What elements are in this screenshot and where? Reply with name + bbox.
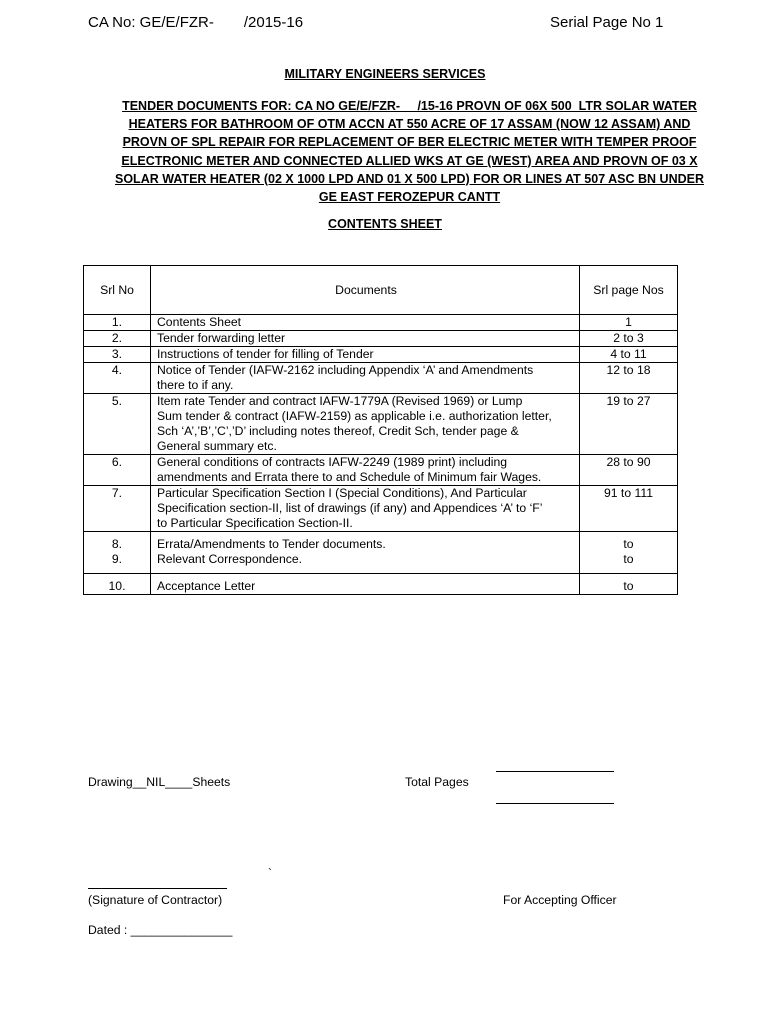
table-row: [84, 574, 678, 595]
tender-title-line: TENDER DOCUMENTS FOR: CA NO GE/E/FZR- /15-16 PROVN OF 06X 500 LTR SOLAR WATER: [122, 99, 697, 113]
row-srl-no: 1.: [84, 315, 151, 331]
row-page-nos: 1: [580, 315, 678, 331]
row-srl-no: 7.: [84, 486, 151, 532]
row-document: Notice of Tender (IAFW-2162 including Appendix ‘A’ and Amendments there to if any.: [151, 363, 580, 394]
tender-title: [92, 97, 727, 206]
signature-line: [88, 888, 227, 889]
row-document: Contents Sheet: [151, 315, 580, 331]
total-pages-rule-top: [496, 771, 614, 772]
header-srl-no: Srl No: [84, 266, 151, 315]
row-page-nos: 91 to 111: [580, 486, 678, 532]
row-srl-no: 10.: [84, 574, 151, 595]
table-row: [84, 315, 678, 331]
tender-title-line: ELECTRONIC METER AND CONNECTED ALLIED WKS AT GE (WEST) AREA AND PROVN OF 03 X: [121, 153, 698, 168]
header-documents: Documents: [151, 266, 580, 315]
table-row: [84, 394, 678, 455]
table-row: [84, 347, 678, 363]
row-page-nos: 4 to 11: [580, 347, 678, 363]
row-srl-no: 4.: [84, 363, 151, 394]
table-row: [84, 363, 678, 394]
row-srl-no: 5.: [84, 394, 151, 455]
row-srl-no-pair: 8. 9.: [84, 532, 151, 574]
row-document: General conditions of contracts IAFW-2249 (1989 print) including amendments and Errata there to and Schedule of Minimum fair Wages.: [151, 455, 580, 486]
row-document-pair: Errata/Amendments to Tender documents. Relevant Correspondence.: [151, 532, 580, 574]
row-srl-no: 6.: [84, 455, 151, 486]
ca-number-year: /2015-16: [243, 14, 304, 31]
tender-title-line: PROVN OF SPL REPAIR FOR REPLACEMENT OF BER ELECTRIC METER WITH TEMPER PROOF: [122, 135, 697, 150]
tender-title-line: GE EAST FEROZEPUR CANTT: [318, 190, 501, 205]
row-page-nos: 28 to 90: [580, 455, 678, 486]
row-page-nos: to: [580, 574, 678, 595]
ca-number: [88, 14, 303, 31]
contents-sheet-title: CONTENTS SHEET: [328, 217, 442, 231]
serial-page-number: Serial Page No 1: [550, 14, 664, 31]
stray-tick-mark: `: [268, 866, 272, 880]
row-document: Instructions of tender for filling of Tender: [151, 347, 580, 363]
row-document: Item rate Tender and contract IAFW-1779A (Revised 1969) or Lump Sum tender & contract (IAFW-2159) as applicable i.e. authorization letter, Sch ‘A’,’B’,’C’,’D’ including notes thereof, Credit Sch, tender page & General summary etc.: [151, 394, 580, 455]
signature-of-contractor: (Signature of Contractor): [88, 893, 223, 907]
row-page-nos: 2 to 3: [580, 331, 678, 347]
table-row: [84, 532, 678, 574]
total-pages-rule-bottom: [496, 803, 614, 804]
accepting-officer: For Accepting Officer: [503, 893, 617, 907]
contents-table: [83, 265, 678, 595]
row-document: Particular Specification Section I (Special Conditions), And Particular Specification section-II, list of drawings (if any) and Appendices ‘A’ to ‘F’ to Particular Specification Section-II.: [151, 486, 580, 532]
ca-number-label: CA No: GE/E/FZR-: [88, 14, 214, 31]
table-header-row: [84, 266, 678, 315]
row-page-nos: 12 to 18: [580, 363, 678, 394]
header-srl-page-nos: Srl page Nos: [580, 266, 678, 315]
row-srl-no: 3.: [84, 347, 151, 363]
tender-title-line: HEATERS FOR BATHROOM OF OTM ACCN AT 550 ACRE OF 17 ASSAM (NOW 12 ASSAM) AND: [128, 117, 691, 132]
row-page-nos-pair: to to: [580, 532, 678, 574]
table-row: [84, 455, 678, 486]
row-document: Tender forwarding letter: [151, 331, 580, 347]
table-row: [84, 331, 678, 347]
drawing-sheets: Drawing__NIL____Sheets: [88, 775, 231, 789]
tender-title-line: SOLAR WATER HEATER (02 X 1000 LPD AND 01 X 500 LPD) FOR OR LINES AT 507 ASC BN UNDER: [115, 171, 704, 186]
dated-field: Dated : _______________: [88, 923, 233, 937]
row-document: Acceptance Letter: [151, 574, 580, 595]
table-row: [84, 486, 678, 532]
row-page-nos: 19 to 27: [580, 394, 678, 455]
row-srl-no: 2.: [84, 331, 151, 347]
organization-name: MILITARY ENGINEERS SERVICES: [284, 67, 486, 81]
total-pages-label: Total Pages: [405, 775, 469, 789]
